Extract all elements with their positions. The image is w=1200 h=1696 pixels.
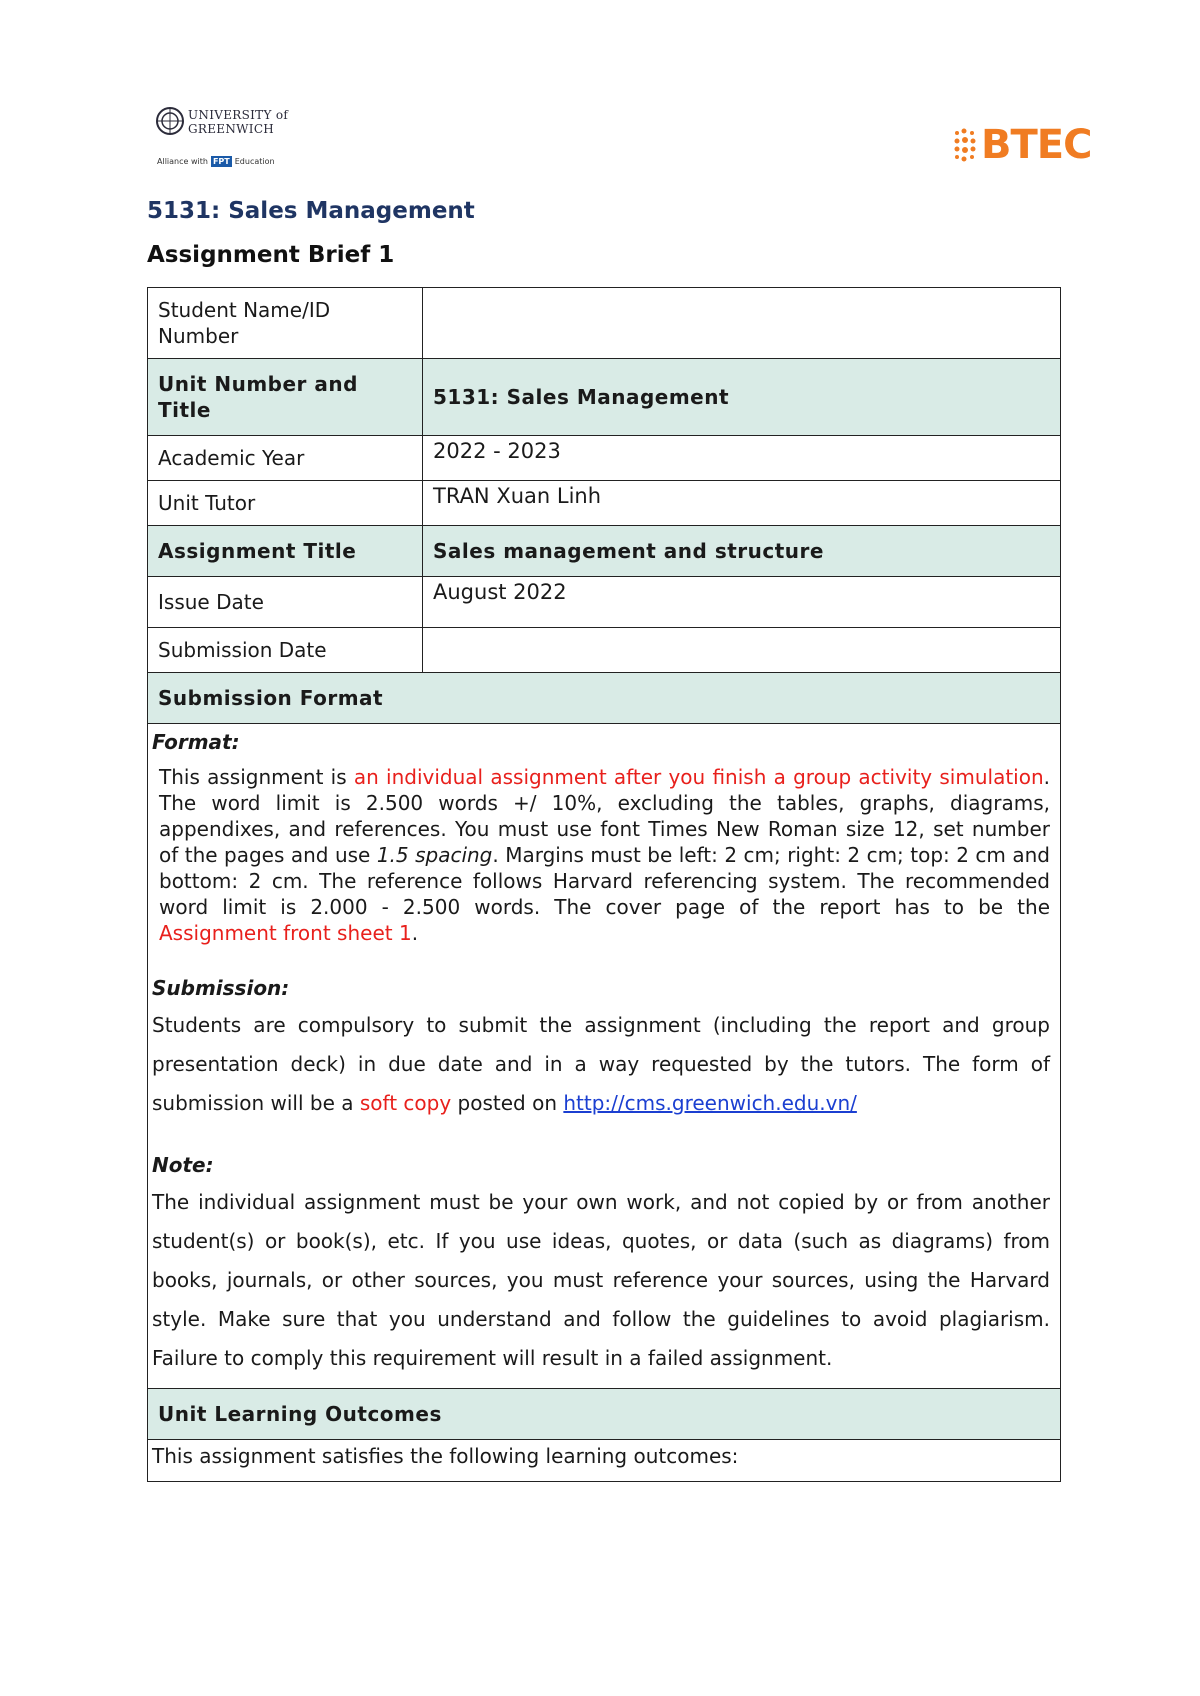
format-content-row xyxy=(148,724,1061,1389)
student-value xyxy=(423,288,1061,359)
title-label: Assignment Title xyxy=(148,526,423,577)
submission-date-label: Submission Date xyxy=(148,628,423,673)
title-value: Sales management and structure xyxy=(423,526,1061,577)
issue-label: Issue Date xyxy=(148,577,423,628)
issue-row xyxy=(148,577,1061,628)
btec-wordmark: BTEC xyxy=(981,122,1092,168)
fpt-logo xyxy=(211,156,232,167)
unit-value: 5131: Sales Management xyxy=(423,359,1061,436)
submission-text-red: soft copy xyxy=(359,1091,452,1115)
student-row xyxy=(148,288,1061,359)
submission-format-header: Submission Format xyxy=(148,673,1061,724)
format-text-3: . Margins must be left: 2 cm; right: 2 cm; top: 2 cm and bottom: 2 cm. The reference follows Harvard referencing system. The recommended word limit is 2.000 - 2.500 words. The cover page of the report has to be the xyxy=(159,843,1050,919)
submission-text-2: posted on xyxy=(451,1091,564,1115)
fpt-brand-text: FPT xyxy=(212,157,230,166)
submission-format-header-row xyxy=(148,673,1061,724)
format-text-italic: 1.5 spacing xyxy=(376,843,493,867)
university-name-line1: UNIVERSITY of xyxy=(188,108,289,122)
format-text-red-1: an individual assignment after you finish a group activity simulation xyxy=(353,765,1044,789)
note-label: Note: xyxy=(152,1153,214,1177)
alliance-suffix: Education xyxy=(234,157,275,166)
learning-outcomes-row xyxy=(148,1440,1061,1482)
year-value: 2022 - 2023 xyxy=(423,436,1061,481)
university-name-line2: GREENWICH xyxy=(188,122,275,136)
learning-outcomes-header: Unit Learning Outcomes xyxy=(148,1389,1061,1440)
btec-dots-icon xyxy=(953,125,979,165)
tutor-row xyxy=(148,481,1061,526)
learning-outcomes-header-row xyxy=(148,1389,1061,1440)
submission-date-value xyxy=(423,628,1061,673)
unit-heading: 5131: Sales Management xyxy=(147,198,475,224)
format-label: Format: xyxy=(152,730,240,754)
submission-label: Submission: xyxy=(152,976,290,1000)
submission-date-row xyxy=(148,628,1061,673)
format-text-2: . The word limit is 2.500 words +/ 10%, excluding the tables, graphs, diagrams, appendixes, and references. You must use font Times New Roman size 12, set number of the pages and use xyxy=(159,765,1050,867)
note-paragraph: The individual assignment must be your own work, and not copied by or from another student(s) or book(s), etc. If you use ideas, quotes, or data (such as diagrams) from books, journals, or other sources, you must reference your sources, using the Harvard style. Make sure that you understand and follow the guidelines to avoid plagiarism. Failure to comply this requirement will result in a failed assignment. xyxy=(152,1190,1050,1370)
student-label: Student Name/ID Number xyxy=(148,288,423,359)
cms-link[interactable]: http://cms.greenwich.edu.vn/ xyxy=(563,1091,857,1115)
tutor-label: Unit Tutor xyxy=(148,481,423,526)
format-content-cell xyxy=(148,724,1061,1389)
submission-paragraph xyxy=(152,1006,1050,1123)
issue-value: August 2022 xyxy=(423,577,1061,628)
learning-outcomes-intro: This assignment satisfies the following learning outcomes: xyxy=(148,1440,1061,1482)
format-paragraph xyxy=(159,764,1050,946)
university-greenwich-logo xyxy=(155,104,305,174)
format-text-red-2: Assignment front sheet 1 xyxy=(159,921,412,945)
alliance-prefix: Alliance with xyxy=(157,157,208,166)
btec-logo xyxy=(953,120,1091,170)
unit-row xyxy=(148,359,1061,436)
unit-label: Unit Number and Title xyxy=(148,359,423,436)
assignment-brief-table xyxy=(147,287,1061,1482)
university-crest-icon xyxy=(155,106,185,136)
submission-text-1: Students are compulsory to submit the assignment (including the report and group presentation deck) in due date and in a way requested by the tutors. The form of submission will be a xyxy=(152,1013,1050,1115)
year-row xyxy=(148,436,1061,481)
brief-heading: Assignment Brief 1 xyxy=(147,242,395,268)
alliance-tagline xyxy=(157,156,275,167)
tutor-value: TRAN Xuan Linh xyxy=(423,481,1061,526)
format-text-1: This assignment is xyxy=(159,765,354,789)
year-label: Academic Year xyxy=(148,436,423,481)
title-row xyxy=(148,526,1061,577)
format-text-4: . xyxy=(411,921,419,945)
